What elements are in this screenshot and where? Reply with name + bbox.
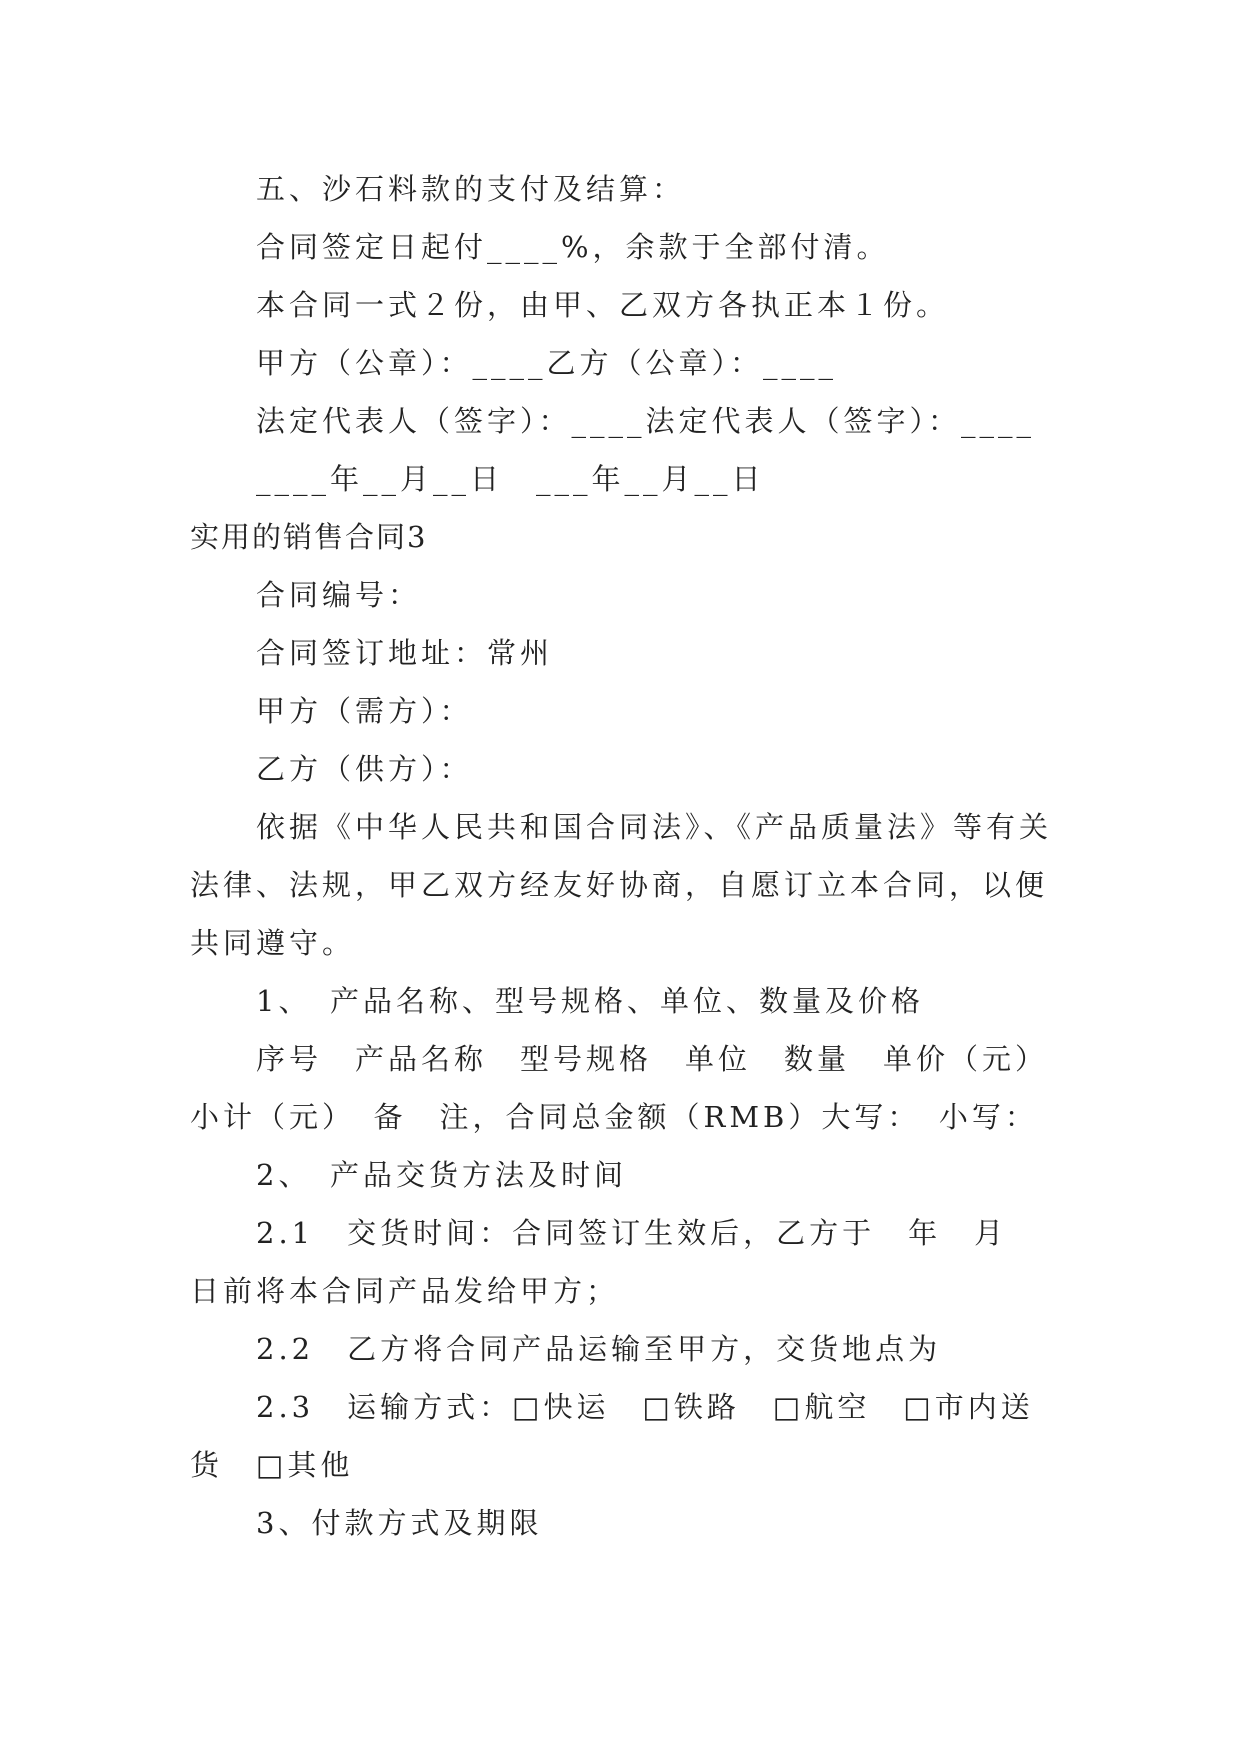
section-1-heading: 1、 产品名称、型号规格、单位、数量及价格 <box>256 984 924 1018</box>
clause-2-3: 2.3 运输方式：□快运 □铁路 □航空 □市内送货 □其他 <box>190 1390 1034 1482</box>
date-line: ____年__月__日 ___年__月__日 <box>256 462 765 496</box>
party-a: 甲方（需方）： <box>256 694 473 728</box>
copies-clause: 本合同一式２份，由甲、乙双方各执正本１份。 <box>256 288 950 322</box>
contract-title: 实用的销售合同3 <box>190 520 428 554</box>
clause-2-1: 2.1 交货时间：合同签订生效后，乙方于 年 月 日前将本合同产品发给甲方； <box>190 1216 1041 1308</box>
document-body <box>190 160 1067 1552</box>
party-b: 乙方（供方）： <box>256 752 473 786</box>
legal-basis-paragraph: 依据《中华人民共和国合同法》、《产品质量法》等有关法律、法规，甲乙双方经友好协商，自愿订立本合同，以便共同遵守。 <box>190 810 1053 960</box>
section-3-heading: 3、付款方式及期限 <box>256 1506 543 1540</box>
contract-number: 合同编号： <box>256 578 422 612</box>
section-2-heading: 2、 产品交货方法及时间 <box>256 1158 627 1192</box>
contract-address: 合同签订地址：常州 <box>256 636 554 670</box>
seal-line: 甲方（公章）：____乙方（公章）：____ <box>256 346 838 380</box>
product-table-header: 序号 产品名称 型号规格 单位 数量 单价（元） 小计（元） 备 注，合同总金额（RMB）大写： 小写： <box>190 1042 1067 1134</box>
clause-2-2: 2.2 乙方将合同产品运输至甲方，交货地点为 <box>256 1332 942 1366</box>
signature-line: 法定代表人（签字）：____法定代表人（签字）：____ <box>256 404 1036 438</box>
payment-clause: 合同签定日起付____%，余款于全部付清。 <box>256 230 890 264</box>
section-five-heading: 五、沙石料款的支付及结算： <box>256 172 686 206</box>
